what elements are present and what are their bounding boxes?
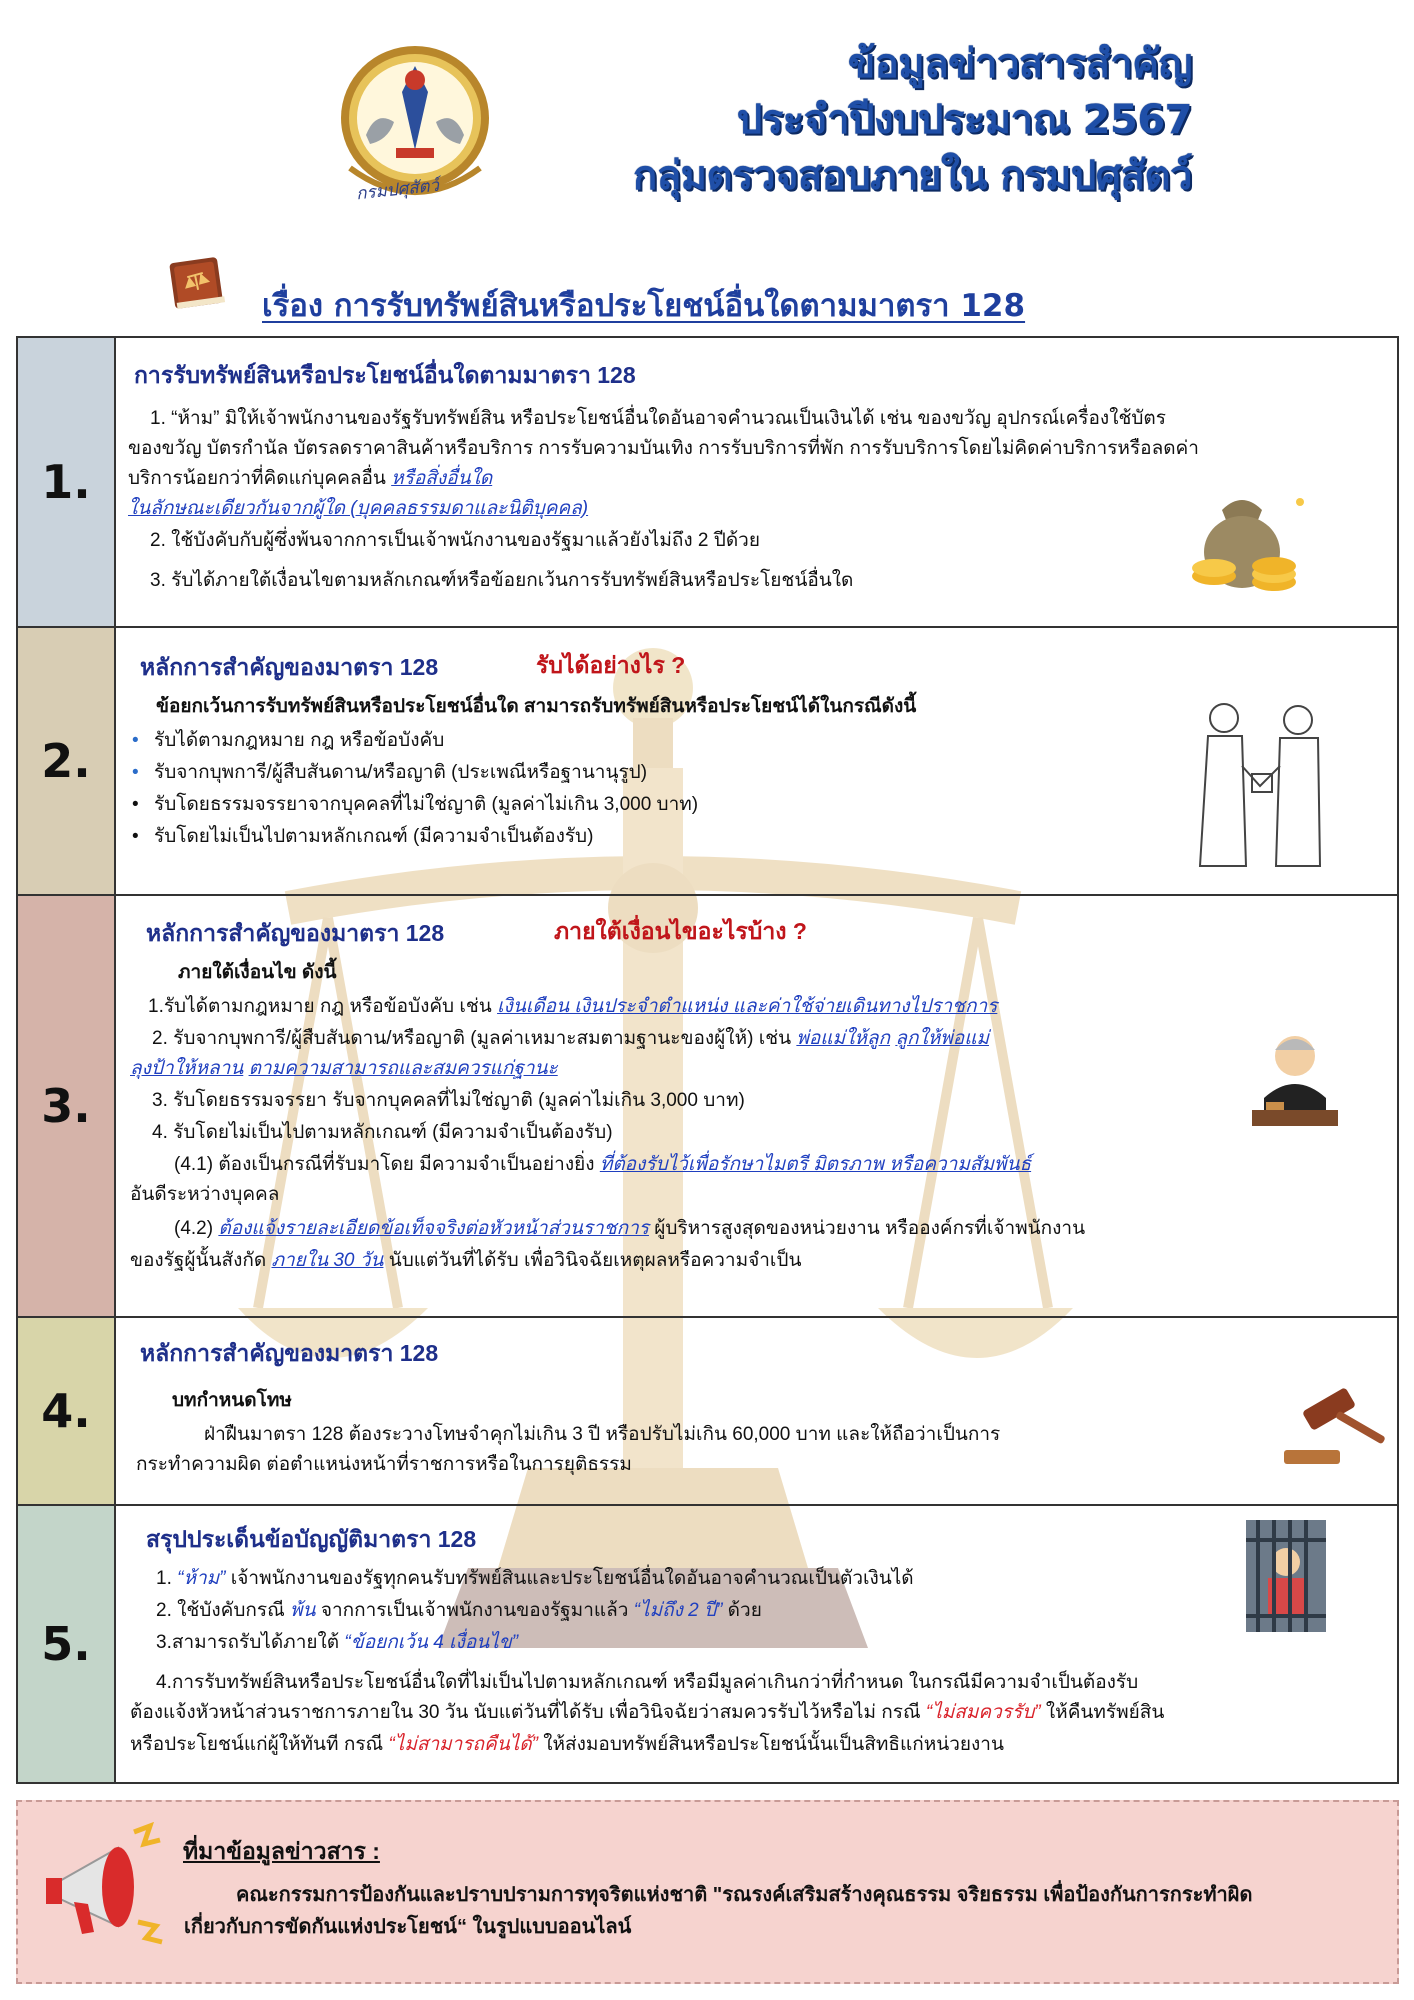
source-box xyxy=(16,1800,1399,1984)
gavel-icon xyxy=(1284,1384,1394,1476)
text-line: ฝ่าฝืนมาตรา 128 ต้องระวางโทษจำคุกไม่เกิน 3 ปี หรือปรับไม่เกิน 60,000 บาท และให้ถือว่าเป็นการ xyxy=(204,1424,1001,1445)
section-question: รับได้อย่างไร ? xyxy=(536,652,686,678)
section-content xyxy=(116,338,1397,626)
list-item: • รับจากบุพการี/ผู้สืบสันดาน/หรือญาติ (ประเพณีหรือฐานานุรูป) xyxy=(132,762,648,783)
section-heading: การรับทรัพย์สินหรือประโยชน์อื่นใดตามมาตรา 128 xyxy=(134,362,636,388)
text-line: อันดีระหว่างบุคคล xyxy=(130,1184,280,1205)
section-content xyxy=(116,1506,1397,1782)
section-1 xyxy=(18,338,1397,628)
section-heading: หลักการสำคัญของมาตรา 128 xyxy=(146,920,445,946)
title-line-3: กลุ่มตรวจสอบภายใน กรมปศุสัตว์ xyxy=(632,153,1192,199)
source-text: คณะกรรมการป้องกันและปราบปรามการทุจริตแห่งชาติ "รณรงค์เสริมสร้างคุณธรรม จริยธรรม เพื่อป้องกันการกระทำผิด xyxy=(236,1884,1253,1906)
section-content xyxy=(116,896,1397,1316)
section-number-cell xyxy=(18,1318,116,1504)
section-number-cell xyxy=(18,896,116,1316)
text-line: หรือประโยชน์แก่ผู้ให้ทันที กรณี “ไม่สามารถคืนได้” ให้ส่งมอบทรัพย์สินหรือประโยชน์นั้นเป็นสิทธิแก่หน่วยงาน xyxy=(130,1734,1004,1755)
section-number-cell xyxy=(18,338,116,626)
section-3 xyxy=(18,896,1397,1318)
section-number: 5. xyxy=(41,1617,91,1671)
list-item: • รับโดยธรรมจรรยาจากบุคคลที่ไม่ใช่ญาติ (มูลค่าไม่เกิน 3,000 บาท) xyxy=(132,794,699,815)
list-item: • รับได้ตามกฎหมาย กฎ หรือข้อบังคับ xyxy=(132,730,445,751)
header-title xyxy=(633,36,1192,204)
section-heading: หลักการสำคัญของมาตรา 128 xyxy=(140,654,439,680)
section-content xyxy=(116,628,1397,894)
text-line: บริการน้อยกว่าที่คิดแก่บุคคลอื่น หรือสิ่งอื่นใด xyxy=(128,468,493,489)
list-item: • รับโดยไม่เป็นไปตามหลักเกณฑ์ (มีความจำเป็นต้องรับ) xyxy=(132,826,594,847)
text-line: 2. ใช้บังคับกับผู้ซึ่งพ้นจากการเป็นเจ้าพนักงานของรัฐมาแล้วยังไม่ถึง 2 ปีด้วย xyxy=(150,530,760,551)
text-line: ของรัฐผู้นั้นสังกัด ภายใน 30 วัน นับแต่วันที่ได้รับ เพื่อวินิจฉัยเหตุผลหรือความจำเป็น xyxy=(130,1250,802,1271)
text-line: ในลักษณะเดียวกันจากผู้ใด (บุคคลธรรมดาและนิติบุคคล) xyxy=(128,498,589,519)
source-text: เกี่ยวกับการขัดกันแห่งประโยชน์“ ในรูปแบบออนไลน์ xyxy=(184,1916,632,1938)
page-subject: เรื่อง การรับทรัพย์สินหรือประโยชน์อื่นใดตามมาตรา 128 xyxy=(262,288,1026,324)
title-line-2: ประจำปีงบประมาณ 2567 xyxy=(736,97,1192,143)
logo-caption: กรมปศุสัตว์ xyxy=(355,175,441,205)
text-line: (4.1) ต้องเป็นกรณีที่รับมาโดย มีความจำเป็นอย่างยิ่ง ที่ต้องรับไว้เพื่อรักษาไมตรี มิตรภาพ หรือความสัมพันธ์ xyxy=(174,1154,1032,1175)
text-line: (4.2) ต้องแจ้งรายละเอียดข้อเท็จจริงต่อหัวหน้าส่วนราชการ ผู้บริหารสูงสุดของหน่วยงาน หรือองค์กรที่เจ้าพนักงาน xyxy=(174,1218,1086,1239)
section-number: 3. xyxy=(41,1079,91,1133)
text-line: กระทำความผิด ต่อตำแหน่งหน้าที่ราชการหรือในการยุติธรรม xyxy=(136,1454,632,1475)
text-line: 3. รับได้ภายใต้เงื่อนไขตามหลักเกณฑ์หรือข้อยกเว้นการรับทรัพย์สินหรือประโยชน์อื่นใด xyxy=(150,570,854,591)
section-number-cell xyxy=(18,628,116,894)
law-book-icon xyxy=(166,252,230,314)
judge-icon xyxy=(1252,1026,1338,1136)
section-intro: ข้อยกเว้นการรับทรัพย์สินหรือประโยชน์อื่นใด สามารถรับทรัพย์สินหรือประโยชน์ได้ในกรณีดังนี้ xyxy=(156,696,917,717)
title-line-1: ข้อมูลข่าวสารสำคัญ xyxy=(847,41,1192,87)
text-line: 4. รับโดยไม่เป็นไปตามหลักเกณฑ์ (มีความจำเป็นต้องรับ) xyxy=(152,1122,613,1143)
text-line: 2. ใช้บังคับกรณี พ้น จากการเป็นเจ้าพนักงานของรัฐมาแล้ว “ไม่ถึง 2 ปี” ด้วย xyxy=(156,1600,762,1621)
jail-icon xyxy=(1246,1520,1326,1642)
section-heading: หลักการสำคัญของมาตรา 128 xyxy=(140,1340,439,1366)
text-line: ต้องแจ้งหัวหน้าส่วนราชการภายใน 30 วัน นับแต่วันที่ได้รับ เพื่อวินิจฉัยว่าสมควรรับไว้หรือไม่ กรณี “ไม่สมควรรับ” ให้คืนทรัพย์สิน xyxy=(130,1702,1165,1723)
section-5 xyxy=(18,1506,1397,1782)
gift-exchange-icon xyxy=(1180,696,1340,886)
text-line: 2. รับจากบุพการี/ผู้สืบสันดาน/หรือญาติ (มูลค่าเหมาะสมตามฐานะของผู้ให้) เช่น พ่อแม่ให้ลูก ลูกให้พ่อแม่ xyxy=(152,1028,989,1049)
section-number: 4. xyxy=(41,1384,91,1438)
source-heading: ที่มาข้อมูลข่าวสาร : xyxy=(183,1838,380,1864)
section-2 xyxy=(18,628,1397,896)
section-subheading: บทกำหนดโทษ xyxy=(172,1390,292,1411)
text-line: 4.การรับทรัพย์สินหรือประโยชน์อื่นใดที่ไม่เป็นไปตามหลักเกณฑ์ หรือมีมูลค่าเกินกว่าที่กำหนด ในกรณีมีความจำเป็นต้องรับ xyxy=(156,1672,1139,1693)
text-line: 1. “ห้าม” มิให้เจ้าพนักงานของรัฐรับทรัพย์สิน หรือประโยชน์อื่นใดอันอาจคำนวณเป็นเงินได้ เช่น ของขวัญ อุปกรณ์เครื่องใช้บัตร xyxy=(150,408,1166,429)
section-heading: สรุปประเด็นข้อบัญญัติมาตรา 128 xyxy=(146,1526,477,1552)
section-intro: ภายใต้เงื่อนไข ดังนี้ xyxy=(178,962,337,983)
text-line: 3.สามารถรับได้ภายใต้ “ข้อยกเว้น 4 เงื่อนไข” xyxy=(156,1632,519,1653)
text-line: 1. “ห้าม” เจ้าพนักงานของรัฐทุกคนรับทรัพย์สินและประโยชน์อื่นใดอันอาจคำนวณเป็นตัวเงินได้ xyxy=(156,1568,914,1589)
text-line: ของขวัญ บัตรกำนัล บัตรลดราคาสินค้าหรือบริการ การรับความบันเทิง การรับบริการที่พัก การรับบริการโดยไม่คิดค่าบริการหรือลดค่า xyxy=(128,438,1199,459)
content-table xyxy=(16,336,1399,1784)
money-bag-icon xyxy=(1182,490,1312,610)
section-number: 1. xyxy=(41,455,91,509)
section-number: 2. xyxy=(41,734,91,788)
section-4 xyxy=(18,1318,1397,1506)
text-line: 3. รับโดยธรรมจรรยา รับจากบุคคลที่ไม่ใช่ญาติ (มูลค่าไม่เกิน 3,000 บาท) xyxy=(152,1090,745,1111)
text-line: ลุงป้าให้หลาน ตามความสามารถและสมควรแก่ฐานะ xyxy=(130,1058,558,1079)
section-content xyxy=(116,1318,1397,1504)
megaphone-icon xyxy=(38,1822,168,1957)
section-question: ภายใต้เงื่อนไขอะไรบ้าง ? xyxy=(554,918,807,944)
section-number-cell xyxy=(18,1506,116,1782)
text-line: 1.รับได้ตามกฎหมาย กฎ หรือข้อบังคับ เช่น เงินเดือน เงินประจำตำแหน่ง และค่าใช้จ่ายเดินทางไปราชการ xyxy=(148,996,998,1017)
